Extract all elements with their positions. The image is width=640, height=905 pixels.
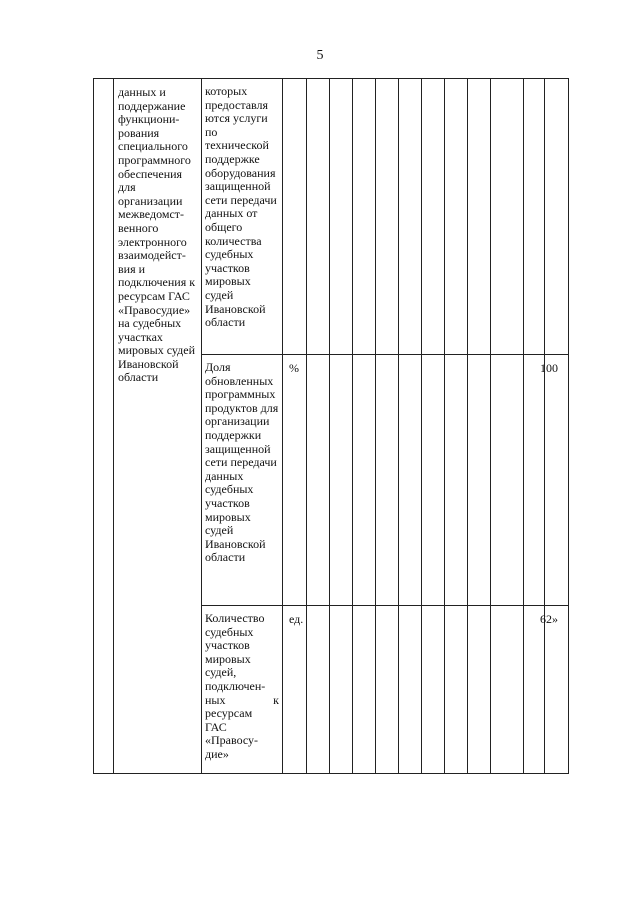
blank-cell [94,79,114,774]
value-cell [545,79,569,355]
table-row [94,79,569,355]
value-cell [330,79,353,355]
indicator-cell [202,606,283,774]
value-cell [545,355,569,606]
value-cell [468,79,491,355]
value-cell [330,355,353,606]
value-cell [307,355,330,606]
unit-cell [283,606,307,774]
value-cell [307,606,330,774]
value-cell [399,79,422,355]
value-cell [524,355,558,606]
indicator-text: которых предоставля ются услуги по технической поддержке оборудования защищенной сети передачи данных от общего количества судебных участков мировых судей Ивановской области [205,84,277,330]
value-text: 62» [540,612,558,626]
value-cell [445,355,468,606]
value-cell [376,355,399,606]
objective-cell [114,79,202,774]
indicator-cell [202,355,283,606]
value-cell [376,606,399,774]
value-cell [468,606,491,774]
unit-text: % [289,361,299,375]
value-cell [422,79,445,355]
value-text: 100 [540,361,558,375]
value-cell [353,355,376,606]
value-cell [445,79,468,355]
value-cell [353,606,376,774]
indicators-table [93,78,564,773]
value-cell [399,606,422,774]
unit-cell [283,355,307,606]
indicator-cell [202,79,283,355]
value-cell [376,79,399,355]
value-cell [491,606,524,774]
value-cell [468,355,491,606]
value-cell [353,79,376,355]
value-cell [307,79,330,355]
indicator-text: Количество судебных участков мировых судей, подключен- ных к ресурсам ГАС «Правосу- дие» [205,611,279,761]
value-cell [491,355,524,606]
value-cell [545,606,569,774]
value-cell [491,79,524,355]
value-cell [422,606,445,774]
page-number: 5 [316,48,324,63]
value-cell [524,79,545,355]
value-cell [330,606,353,774]
value-cell [445,606,468,774]
value-cell [422,355,445,606]
unit-text: ед. [289,612,304,626]
objective-text: данных и поддержание функциони-рования специального программного обеспечения для организации межведомст-венного электронного взаимодейст-вия и подключения к ресурсам ГАС «Правосудие» на судебных участках мировых судей Ивановской области [118,85,196,385]
value-cell [524,606,558,774]
value-cell [399,355,422,606]
unit-cell [283,79,307,355]
indicator-text: Доля обновленных программных продуктов для организации поддержки защищенной сети передачи данных судебных участков мировых судей Ивановской области [205,360,279,565]
